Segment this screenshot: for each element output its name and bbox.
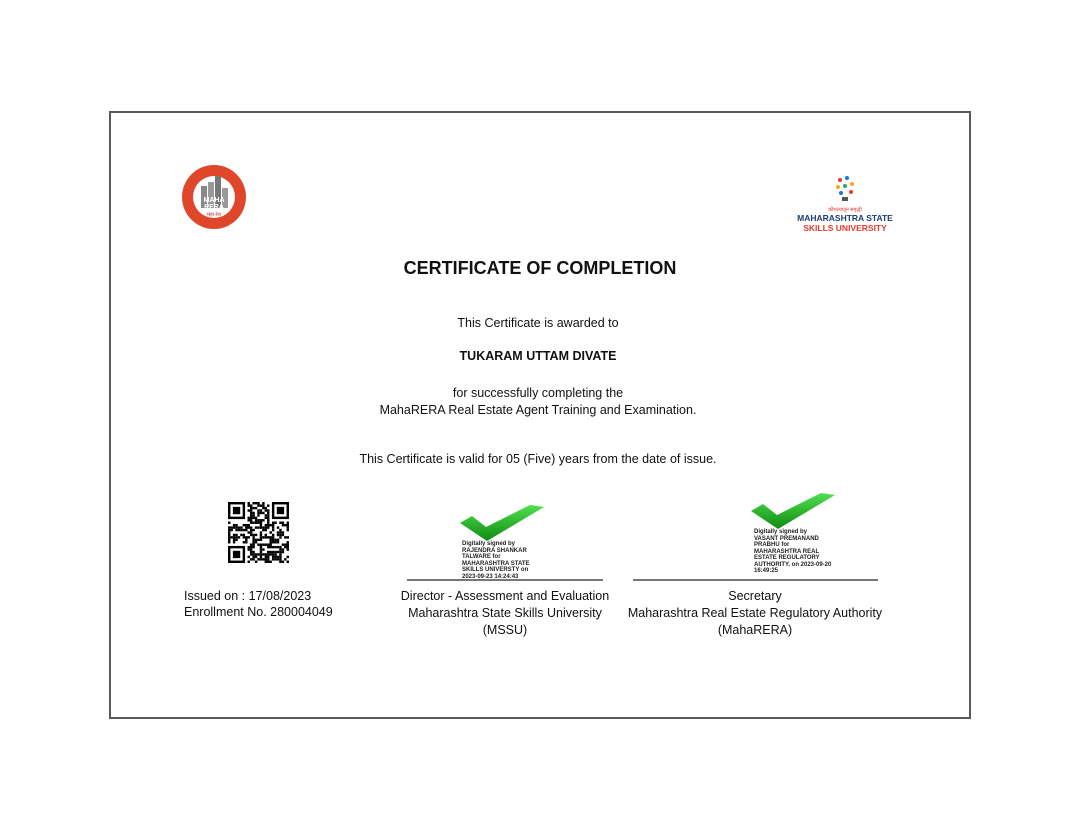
maharera-logo	[181, 164, 247, 230]
mssu-logo	[795, 174, 895, 233]
issued-on: Issued on : 17/08/2023	[184, 589, 312, 603]
bulb-network-icon	[830, 174, 860, 204]
checkmark-icon	[751, 493, 835, 534]
mssu-name-line1: MAHARASHTRA STATE	[797, 213, 893, 223]
svg-text:RERA: RERA	[204, 204, 224, 211]
qr-code	[228, 502, 289, 563]
digital-signature-stamp-2: Digitally signed by VASANT PREMANAND PRABHU for MAHARASHTRA REAL ESTATE REGULATORY AUTHORITY. on 2023-09-20 16:49:25	[754, 529, 832, 574]
recipient-name: TUKARAM UTTAM DIVATE	[459, 349, 617, 363]
digital-signature-stamp-1: Digitally signed by RAJENDRA SHANKAR TALWARE for MAHARASHTRA STATE SKILLS UNIVERSTY on 2023-09-23 14:24:43	[462, 541, 530, 580]
checkmark-icon	[460, 505, 544, 546]
enrollment-number: Enrollment No. 280004049	[184, 605, 333, 619]
signatory-1-details: Director - Assessment and Evaluation Maharashtra State Skills University (MSSU)	[400, 589, 610, 637]
awarded-to-label: This Certificate is awarded to	[457, 316, 619, 330]
signatory-2-details: Secretary Maharashtra Real Estate Regulatory Authority (MahaRERA)	[627, 589, 883, 637]
svg-text:MAHA: MAHA	[203, 197, 225, 204]
completion-line-2: MahaRERA Real Estate Agent Training and Examination.	[379, 403, 697, 417]
mssu-name-line2: SKILLS UNIVERSITY	[803, 223, 887, 233]
completion-line-1: for successfully completing the	[452, 386, 624, 400]
validity-text: This Certificate is valid for 05 (Five) years from the date of issue.	[359, 452, 717, 466]
signature-line-1	[407, 579, 603, 581]
svg-text:महा-रेरा: महा-रेरा	[207, 212, 221, 218]
signature-line-2	[633, 579, 878, 581]
mssu-tagline: कौशल्यातून समृद्धी	[828, 207, 862, 213]
certificate-title: CERTIFICATE OF COMPLETION	[403, 258, 677, 278]
